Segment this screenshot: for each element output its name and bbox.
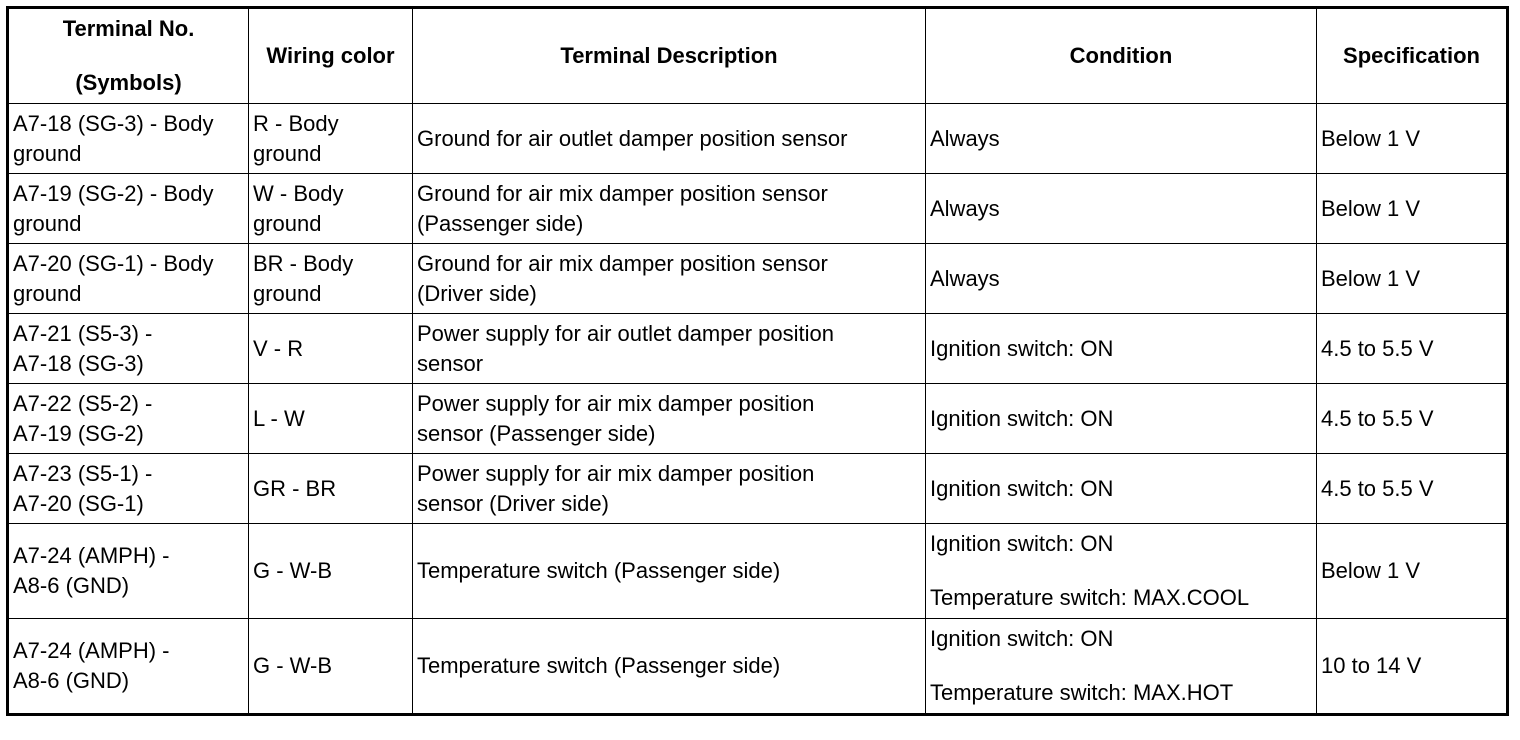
table-row (8, 244, 1508, 314)
cell-description (413, 244, 926, 314)
cell-description (413, 619, 926, 715)
cell-condition-line: Temperature switch: MAX.HOT (930, 680, 1234, 705)
cell-condition (926, 314, 1317, 384)
cell-terminal-line: A7-22 (S5-2) - (13, 390, 153, 416)
cell-terminal (8, 104, 249, 174)
cell-description-line: Power supply for air mix damper position (417, 390, 815, 416)
cell-condition (926, 619, 1317, 715)
cell-specification: 4.5 to 5.5 V (1317, 454, 1508, 524)
cell-condition (926, 244, 1317, 314)
cell-terminal (8, 314, 249, 384)
cell-condition (926, 524, 1317, 619)
cell-specification: Below 1 V (1317, 174, 1508, 244)
header-terminal-description: Terminal Description (413, 8, 926, 104)
cell-description-line: (Passenger side) (417, 210, 584, 236)
table-row (8, 104, 1508, 174)
cell-description-line: Ground for air mix damper position sensor (417, 180, 828, 206)
cell-description (413, 384, 926, 454)
cell-condition (926, 104, 1317, 174)
cell-description-line: Power supply for air outlet damper position (417, 320, 834, 346)
cell-wiring-color (249, 104, 413, 174)
cell-description-line: sensor (Driver side) (417, 490, 609, 516)
cell-description (413, 524, 926, 619)
cell-terminal-line: A7-19 (SG-2) (13, 420, 144, 446)
cell-condition-line: Always (930, 125, 1000, 151)
cell-condition-line: Ignition switch: ON (930, 335, 1114, 361)
cell-terminal-line: A7-18 (SG-3) (13, 350, 144, 376)
cell-description (413, 104, 926, 174)
cell-condition-line: Ignition switch: ON (930, 626, 1114, 651)
table-row (8, 174, 1508, 244)
cell-description (413, 314, 926, 384)
cell-description-line: Ground for air mix damper position sensor (417, 250, 828, 276)
cell-description-line: Power supply for air mix damper position (417, 460, 815, 486)
cell-condition (926, 454, 1317, 524)
cell-specification: Below 1 V (1317, 244, 1508, 314)
cell-terminal-line: ground (13, 210, 82, 236)
cell-wiring-color-line: G - W-B (253, 653, 333, 678)
cell-specification: 10 to 14 V (1317, 619, 1508, 715)
cell-specification: 4.5 to 5.5 V (1317, 384, 1508, 454)
table-row (8, 454, 1508, 524)
cell-description-line: sensor (Passenger side) (417, 420, 656, 446)
cell-terminal-line: A8-6 (GND) (13, 668, 130, 693)
table-row (8, 619, 1508, 715)
table-header (8, 8, 1508, 104)
cell-wiring-color-line: ground (253, 210, 322, 236)
cell-wiring-color-line: R - Body (253, 110, 339, 136)
cell-description-line: Temperature switch (Passenger side) (417, 558, 781, 583)
cell-description-line: sensor (417, 350, 484, 376)
cell-terminal-line: A7-20 (SG-1) (13, 490, 144, 516)
cell-terminal (8, 174, 249, 244)
cell-terminal-line: ground (13, 140, 82, 166)
header-wiring-color: Wiring color (249, 8, 413, 104)
table-row (8, 314, 1508, 384)
cell-wiring-color-line: W - Body (253, 180, 344, 206)
cell-terminal-line: ground (13, 280, 82, 306)
cell-condition (926, 174, 1317, 244)
cell-terminal (8, 524, 249, 619)
cell-wiring-color-line: ground (253, 140, 322, 166)
terminal-table-container (6, 6, 1509, 716)
cell-wiring-color (249, 524, 413, 619)
cell-terminal (8, 619, 249, 715)
header-terminal-no (8, 8, 249, 104)
header-terminal-no-line2: (Symbols) (75, 70, 182, 95)
cell-wiring-color-line: G - W-B (253, 558, 333, 583)
cell-specification: Below 1 V (1317, 524, 1508, 619)
cell-terminal-line: A7-21 (S5-3) - (13, 320, 153, 346)
cell-description (413, 174, 926, 244)
cell-terminal-line: A7-24 (AMPH) - (13, 638, 170, 663)
cell-condition-line: Always (930, 265, 1000, 291)
cell-terminal (8, 454, 249, 524)
cell-wiring-color-line: GR - BR (253, 475, 337, 501)
cell-specification: Below 1 V (1317, 104, 1508, 174)
table-row (8, 524, 1508, 619)
cell-terminal-line: A7-23 (S5-1) - (13, 460, 153, 486)
cell-condition (926, 384, 1317, 454)
cell-description-line: (Driver side) (417, 280, 537, 306)
cell-terminal-line: A7-24 (AMPH) - (13, 543, 170, 568)
header-condition: Condition (926, 8, 1317, 104)
cell-wiring-color-line: BR - Body (253, 250, 354, 276)
header-specification: Specification (1317, 8, 1508, 104)
cell-condition-line: Always (930, 195, 1000, 221)
table-body (8, 104, 1508, 715)
cell-description-line: Temperature switch (Passenger side) (417, 653, 781, 678)
cell-wiring-color-line: L - W (253, 405, 305, 431)
cell-condition-line: Ignition switch: ON (930, 475, 1114, 501)
cell-terminal-line: A7-18 (SG-3) - Body (13, 110, 214, 136)
cell-terminal-line: A8-6 (GND) (13, 573, 130, 598)
cell-terminal (8, 384, 249, 454)
cell-wiring-color (249, 244, 413, 314)
cell-wiring-color (249, 454, 413, 524)
cell-wiring-color (249, 314, 413, 384)
cell-description-line: Ground for air outlet damper position sensor (417, 125, 848, 151)
cell-description (413, 454, 926, 524)
cell-condition-line: Temperature switch: MAX.COOL (930, 585, 1250, 610)
cell-wiring-color-line: ground (253, 280, 322, 306)
cell-condition-line: Ignition switch: ON (930, 531, 1114, 556)
cell-terminal-line: A7-20 (SG-1) - Body (13, 250, 214, 276)
cell-condition-line: Ignition switch: ON (930, 405, 1114, 431)
cell-wiring-color (249, 384, 413, 454)
header-terminal-no-line1: Terminal No. (62, 16, 195, 41)
cell-wiring-color (249, 174, 413, 244)
header-row (8, 8, 1508, 104)
cell-specification: 4.5 to 5.5 V (1317, 314, 1508, 384)
cell-wiring-color-line: V - R (253, 335, 304, 361)
cell-wiring-color (249, 619, 413, 715)
terminal-spec-table (6, 6, 1509, 716)
cell-terminal-line: A7-19 (SG-2) - Body (13, 180, 214, 206)
table-row (8, 384, 1508, 454)
cell-terminal (8, 244, 249, 314)
